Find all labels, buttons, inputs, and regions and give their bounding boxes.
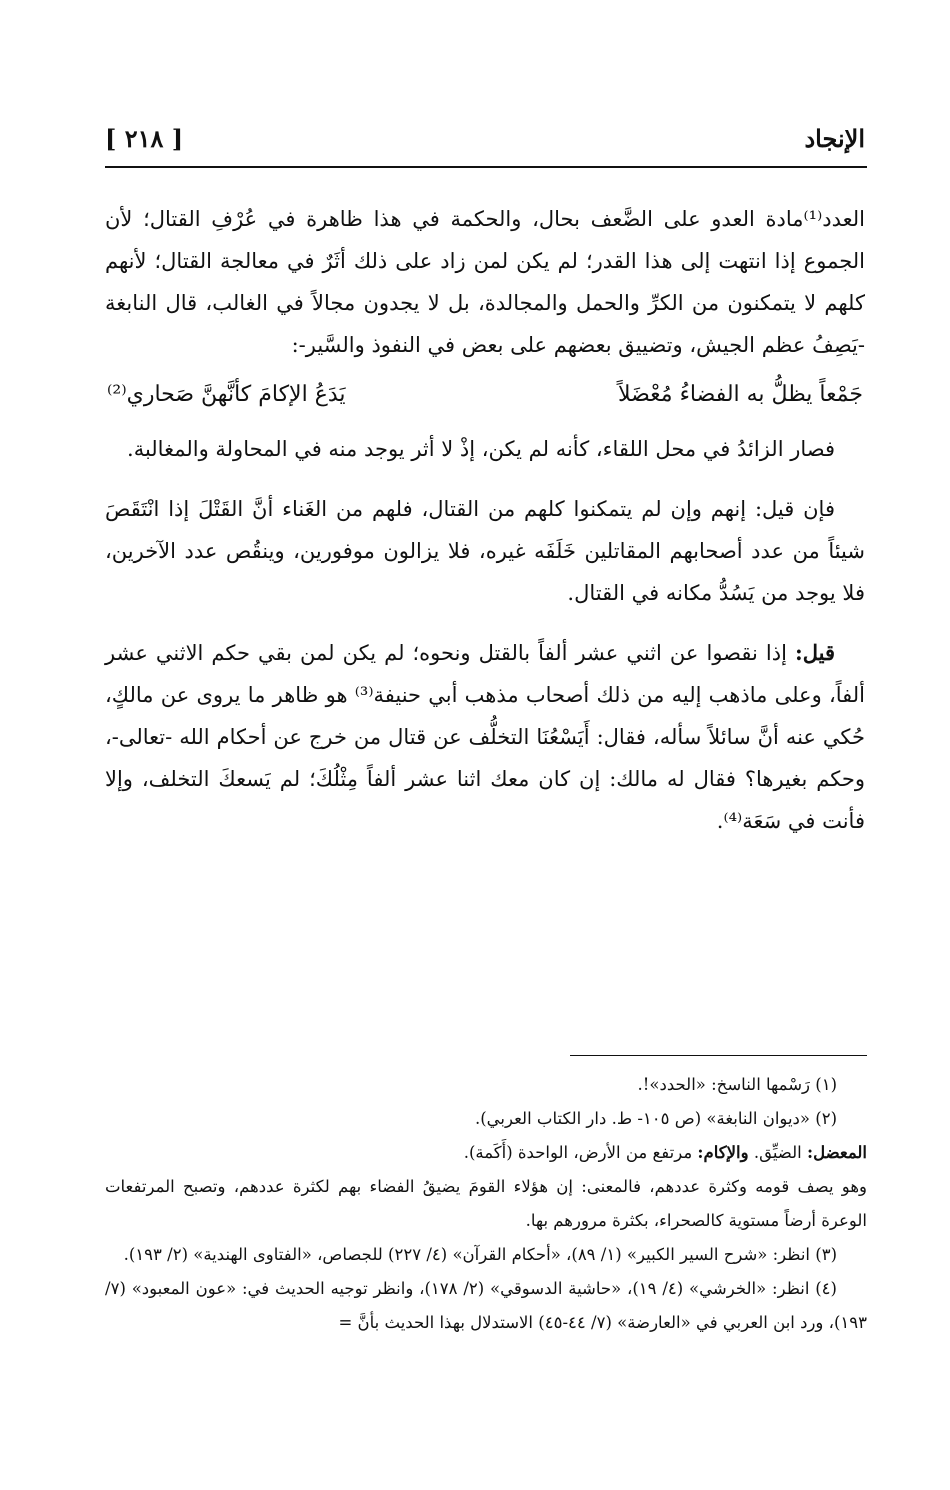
- glossary-term-1: المعضل:: [806, 1143, 867, 1162]
- paragraph-3: فإن قيل: إنهم وإن لم يتمكنوا كلهم من القتال، فلهم من الغَناء أنَّ القَتْلَ إذا انْتَقَصَ شيئاً من عدد أصحابهم المقاتلين خَلَفَه غيره، فلا يزالون موفورين، وينقُص عدد الآخرين، فلا يوجد من يَسُدُّ مكانه في القتال.: [105, 497, 865, 605]
- verse-second-hemistich: يَدَعُ الإكامَ كأنَّهنَّ صَحاري⁽²⁾: [107, 382, 346, 407]
- page-number: [ ٢١٨ ]: [105, 124, 184, 153]
- footnote-3: (٣) انظر: «شرح السير الكبير» (١/ ٨٩)، «أحكام القرآن» (٤/ ٢٢٧) للجصاص، «الفتاوى الهندية» (٢/ ١٩٣).: [123, 1245, 837, 1264]
- paragraph-4-text: إذا نقصوا عن اثني عشر ألفاً بالقتل ونحوه؛ لم يكن لمن بقي حكم الاثني عشر ألفاً، وعلى ماذهب إليه من ذلك أصحاب مذهب أبي حنيفة⁽³⁾ هو ظاهر ما يروى عن مالكٍ، حُكي عنه أنَّ سائلاً سأله، فقال: أَيَسْعُنَا التخلُّف عن قتال من خرج عن أحكام الله -تعالى-، وحكم بغيرها؟ فقال له مالك: إن كان معك اثنا عشر ألفاً مِثْلُكَ؛ لم يَسعكَ التخلف، وإلا فأنت في سَعَة⁽⁴⁾.: [105, 641, 865, 833]
- poetry-verse: [105, 372, 865, 418]
- footnotes: [105, 1068, 867, 1340]
- glossary-def-2: مرتفع من الأرض، الواحدة (أَكَمة).: [463, 1143, 698, 1162]
- running-title: الإنجاد: [804, 124, 865, 153]
- page-header: [105, 124, 865, 164]
- main-text: [105, 198, 865, 842]
- footnote-2-meaning: وهو يصف قومه وكثرة عددهم، فالمعنى: إن هؤلاء القومَ يضيقُ الفضاء بهم لكثرة عددهم، وتصبح المرتفعات الوعرة أرضاً مستوية كالصحراء، بكثرة مرورهم بها.: [105, 1177, 867, 1230]
- paragraph-4-lead: قيل:: [794, 640, 835, 665]
- footnote-4: (٤) انظر: «الخرشي» (٤/ ١٩)، «حاشية الدسوقي» (٢/ ١٧٨)، وانظر توجيه الحديث في: «عون المعبود» (٧/ ١٩٣)، ورد ابن العربي في «العارضة» (٧/ ٤٤-٤٥) الاستدلال بهذا الحديث بأنَّ =: [105, 1279, 867, 1332]
- footnote-1: (١) رَسْمها الناسخ: «الحدد»!.: [637, 1075, 837, 1094]
- footnote-divider: [570, 1055, 867, 1056]
- footnote-2: (٢) «ديوان النابغة» (ص ١٠٥- ط. دار الكتاب العربي).: [474, 1109, 837, 1128]
- verse-first-hemistich: جَمْعاً يظلُّ به الفضاءُ مُعْضَلاً: [617, 382, 863, 407]
- paragraph-4: [105, 632, 865, 842]
- glossary-term-2: والإكام:: [697, 1143, 749, 1162]
- paragraph-1: العدد⁽¹⁾مادة العدو على الضَّعف بحال، والحكمة في هذا ظاهرة في عُرْفِ القتال؛ لأن الجموع إذا انتهت إلى هذا القدر؛ لم يكن لمن زاد على ذلك أثَرٌ في معالجة القتال؛ لأنهم كلهم لا يتمكنون من الكرِّ والحمل والمجالدة، بل لا يجدون مجالاً في الغالب، قال النابغة -يَصِفُ عظم الجيش، وتضييق بعضهم على بعض في النفوذ والسَّير-:: [105, 207, 865, 357]
- paragraph-2: فصار الزائدُ في محل اللقاء، كأنه لم يكن، إذْ لا أثر يوجد منه في المحاولة والمغالبة.: [127, 437, 835, 461]
- header-divider: [105, 166, 867, 168]
- footnote-2-glossary: [105, 1136, 867, 1170]
- glossary-def-1: الضيِّق.: [748, 1143, 807, 1162]
